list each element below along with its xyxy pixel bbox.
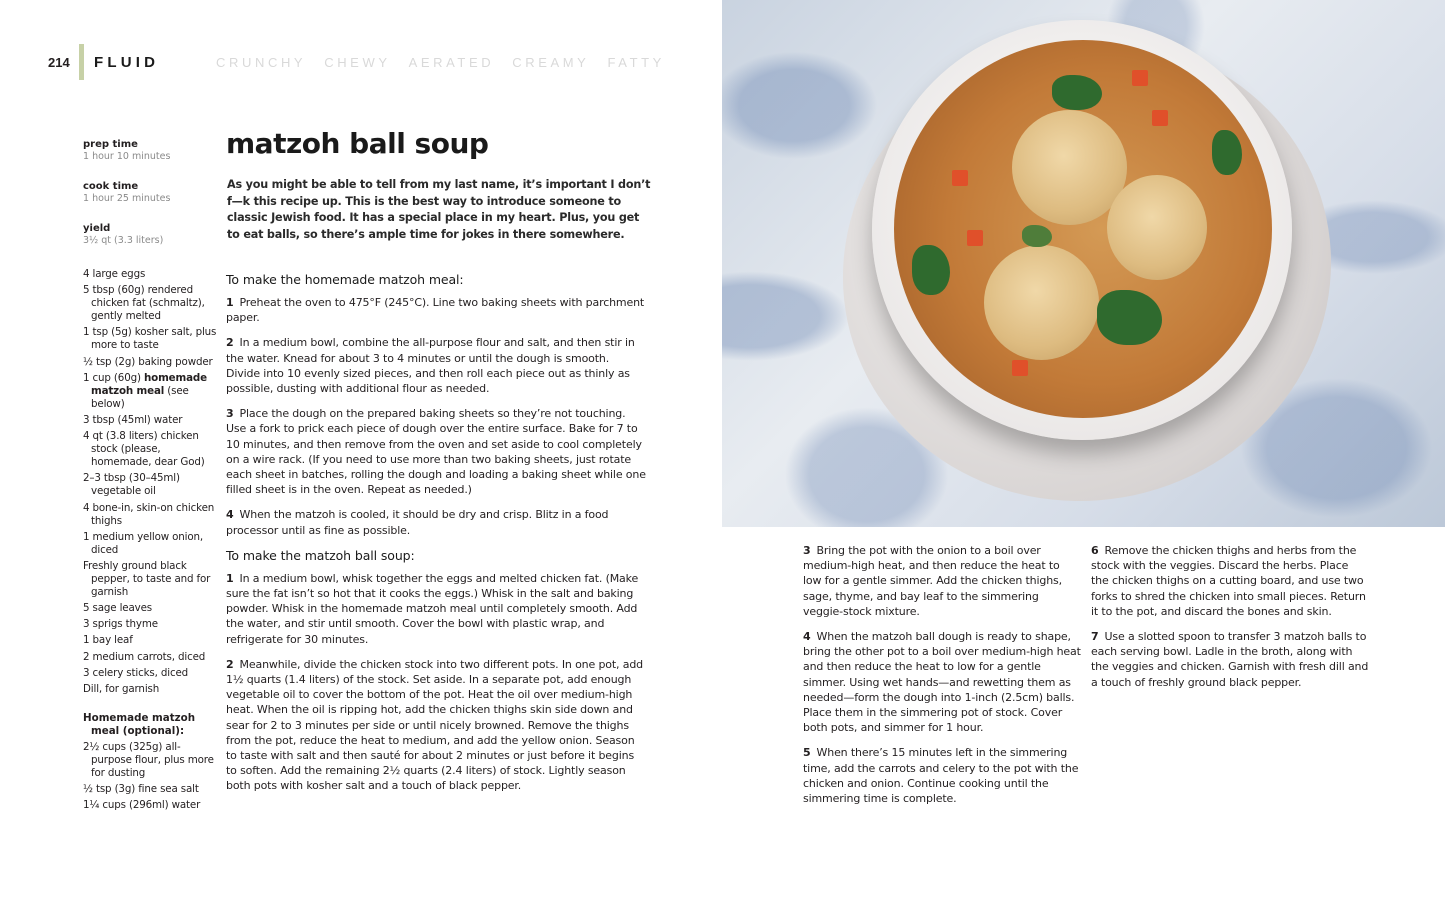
recipe-meta — [83, 139, 213, 265]
ingredient — [83, 372, 218, 411]
step-number: 5 — [803, 746, 811, 760]
dill-sprig — [1022, 225, 1052, 247]
cook-time — [83, 181, 213, 205]
step-text: Use a slotted spoon to transfer 3 matzoh balls to each serving bowl. Ladle in the broth, along with the veggies and chicken. Garnish with fresh dill and a touch of freshly ground black pepper. — [1091, 630, 1369, 689]
ingredients-list — [83, 268, 218, 816]
ingredient: 5 sage leaves — [83, 602, 152, 615]
step-text: Place the dough on the prepared baking sheets so they’re not touching. Use a fork to prick each piece of dough over the entire surface. Bake for 7 to 10 minutes, and then remove from the oven and set aside to cool completely on a wire rack. (If you need to use more than two baking sheets, just rotate each sheet in batches, rolling the dough and loading a baking sheet while one filled sheet is in the oven. Repeat as needed.) — [226, 407, 646, 497]
ingredient: 1 medium yellow onion, diced — [83, 530, 204, 556]
step — [803, 629, 1081, 735]
ingredient: 2½ cups (325g) all-purpose flour, plus more for dusting — [83, 741, 214, 779]
ingredient: ½ tsp (3g) fine sea salt — [83, 783, 199, 796]
section-accent-bar — [79, 44, 84, 80]
step-text: Preheat the oven to 475°F (245°C). Line two baking sheets with parchment paper. — [226, 296, 645, 325]
section-crunchy: CRUNCHY — [216, 54, 307, 70]
step — [226, 571, 646, 647]
step-number: 3 — [803, 544, 811, 557]
ingredient: 3 tbsp (45ml) water — [83, 413, 183, 426]
section-creamy: CREAMY — [512, 54, 590, 70]
step-text: When the matzoh ball dough is ready to shape, bring the other pot to a boil over medium-high heat and then reduce the heat to low for a gentle simmer. Using wet hands—and rewetting them as needed—form the dough into 1-inch (2.5cm) balls. Place them in the simmering pot of stock. Cover both pots, and simmer for 1 hour. — [803, 630, 1081, 735]
ingredient: Freshly ground black pepper, to taste and for garnish — [83, 559, 211, 598]
step — [1091, 543, 1369, 619]
section-heading: To make the homemade matzoh meal: — [226, 272, 464, 287]
step — [226, 657, 646, 794]
meta-value: 1 hour 10 minutes — [83, 151, 171, 162]
step — [1091, 629, 1369, 690]
soup-photo — [722, 0, 1445, 527]
step-number: 2 — [226, 657, 234, 671]
step-text: In a medium bowl, whisk together the eggs and melted chicken fat. (Make sure the fat isn’t so hot that it cooks the eggs.) Whisk in the salt and baking powder. Whisk in the homemade matzoh meal until completely smooth. Add the water, and stir until smooth. Cover the bowl with plastic wrap, and refrigerate for 30 minutes. — [226, 571, 639, 646]
instructions-column-3 — [1091, 543, 1369, 700]
ingredient: 5 tbsp (60g) rendered chicken fat (schmaltz), gently melted — [83, 284, 205, 323]
section-heading: To make the matzoh ball soup: — [226, 547, 415, 563]
step-number: 3 — [226, 407, 234, 421]
page-header — [48, 44, 683, 80]
yield — [83, 223, 213, 247]
matzoh-meal-heading: Homemade matzoh meal (optional): — [83, 712, 196, 737]
ingredient: 3 sprigs thyme — [83, 618, 158, 631]
section-chewy: CHEWY — [324, 54, 391, 70]
carrot-piece — [967, 230, 983, 246]
step-number: 1 — [226, 296, 234, 309]
meta-label: prep time — [83, 139, 138, 150]
recipe-title: matzoh ball soup — [226, 127, 489, 160]
prep-time — [83, 139, 213, 163]
carrot-piece — [1152, 110, 1168, 126]
step-number: 6 — [1091, 544, 1099, 557]
parsley-leaf — [1212, 130, 1242, 175]
matzoh-ball — [1107, 175, 1207, 280]
ingredient: 1 bay leaf — [83, 634, 133, 647]
step — [226, 335, 646, 396]
step — [226, 406, 646, 497]
matzoh-ball — [984, 245, 1099, 360]
step-text: Meanwhile, divide the chicken stock into two different pots. In one pot, add 1½ quarts (1.4 liters) of the stock. Set aside. In a separate pot, add enough vegetable oil to cover the bottom of the pot. Heat the oil over medium-high heat. When the oil is ripping hot, add the chicken thighs skin side down and sear for 2 to 3 minutes per side or until nicely browned. Remove the thighs from the pot, reduce the heat to medium, and add the yellow onion. Season to taste with salt and then sauté for about 2 minutes or just before it begins to soften. Add the remaining 2½ quarts (2.4 liters) of stock. Lightly season both pots with kosher salt and a touch of black pepper. — [226, 657, 643, 793]
section-aerated: AERATED — [408, 54, 495, 70]
step — [803, 543, 1081, 619]
page-number: 214 — [48, 54, 70, 70]
step-number: 7 — [1091, 630, 1099, 644]
meta-label: yield — [83, 223, 111, 234]
ingredient: Dill, for garnish — [83, 683, 160, 695]
ingredient: 4 bone-in, skin-on chicken thighs — [83, 501, 215, 527]
recipe-intro: As you might be able to tell from my last name, it’s important I don’t f—k this recipe up. This is the best way to introduce someone to classic Jewish food. It has a special place in my heart. Plus, you get to eat balls, so there’s ample time for jokes in there somewhere. — [227, 178, 651, 241]
ingredient: 4 large eggs — [83, 268, 146, 280]
step-text: In a medium bowl, combine the all-purpose flour and salt, and then stir in the water. Knead for about 3 to 4 minutes or until the dough is smooth. Divide into 10 evenly sized pieces, and then roll each piece out as thinly as possible, dusting with additional flour as needed. — [226, 336, 635, 396]
ingredient: 1¼ cups (296ml) water — [83, 799, 201, 812]
ingredient-bold-ref: homemade matzoh meal — [91, 371, 207, 397]
step-text: Remove the chicken thighs and herbs from the stock with the veggies. Discard the herbs. Place the chicken thighs on a cutting board, and use two forks to shred the chicken into small pieces. Return it to the pot, and discard the bones and skin. — [1091, 544, 1366, 618]
section-fatty: FATTY — [607, 54, 665, 70]
instructions-column-2 — [803, 543, 1081, 816]
meta-label: cook time — [83, 181, 139, 192]
instructions-column-1 — [226, 272, 646, 804]
parsley-leaf — [1052, 75, 1102, 110]
parsley-leaf — [912, 245, 950, 295]
carrot-piece — [1132, 70, 1148, 86]
ingredient: 2–3 tbsp (30–45ml) vegetable oil — [83, 472, 180, 498]
step — [226, 295, 646, 325]
meta-value: 3½ qt (3.3 liters) — [83, 235, 164, 246]
step — [803, 745, 1081, 806]
step-text: When the matzoh is cooled, it should be dry and crisp. Blitz in a food processor until as fine as possible. — [226, 508, 609, 537]
step-text: When there’s 15 minutes left in the simmering time, add the carrots and celery to the pot with the chicken and onion. Continue cooking until the simmering time is complete. — [803, 746, 1079, 806]
ingredient: 2 medium carrots, diced — [83, 650, 206, 663]
carrot-piece — [1012, 360, 1028, 376]
step-number: 4 — [226, 508, 234, 522]
section-current: FLUID — [94, 53, 160, 71]
ingredient-text: (see below) — [91, 384, 189, 410]
carrot-piece — [952, 170, 968, 186]
step-number: 4 — [803, 630, 811, 644]
ingredient: 1 tsp (5g) kosher salt, plus more to taste — [83, 326, 217, 352]
ingredient: 3 celery sticks, diced — [83, 666, 189, 679]
step-number: 1 — [226, 571, 234, 585]
ingredient: ½ tsp (2g) baking powder — [83, 355, 213, 368]
meta-value: 1 hour 25 minutes — [83, 193, 171, 204]
step — [226, 507, 646, 537]
ingredient: 4 qt (3.8 liters) chicken stock (please, homemade, dear God) — [83, 430, 205, 469]
step-text: Bring the pot with the onion to a boil over medium-high heat, and then reduce the heat to low for a gentle simmer. Add the chicken thighs, sage, thyme, and bay leaf to the simmering veggie-stock mixture. — [803, 544, 1062, 618]
ingredient-text: 1 cup (60g) — [83, 371, 144, 384]
step-number: 2 — [226, 336, 234, 350]
